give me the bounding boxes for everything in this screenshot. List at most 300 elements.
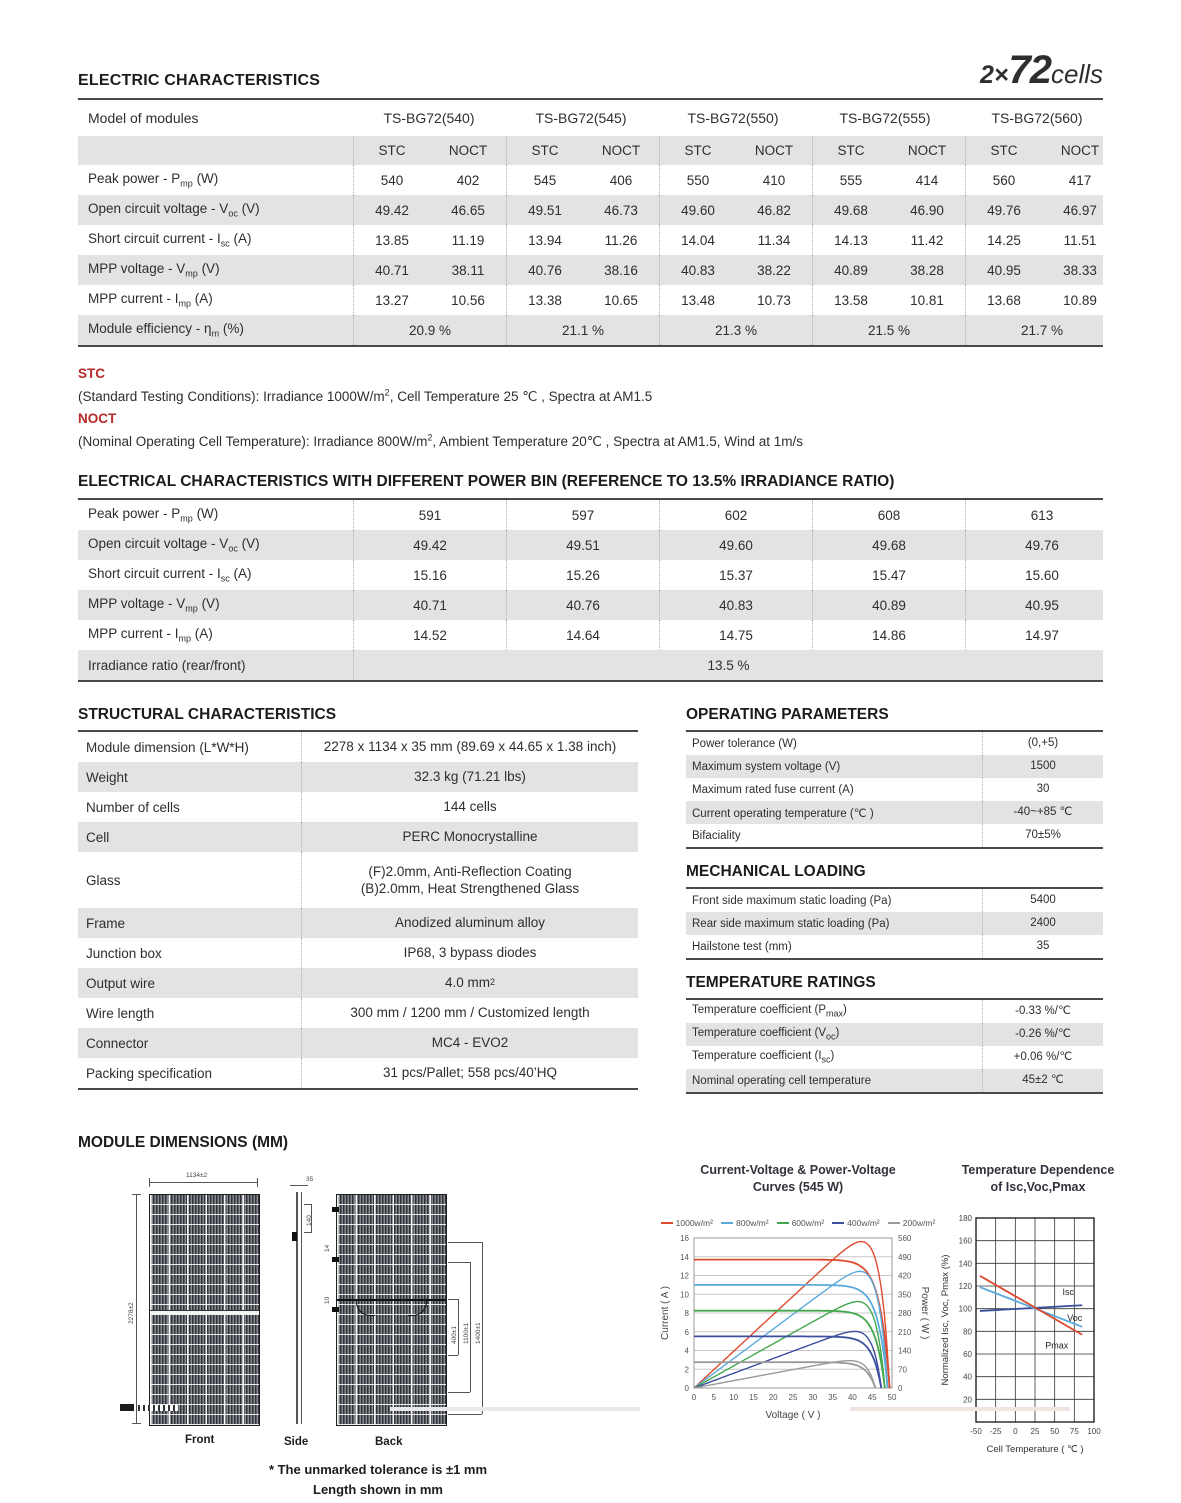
subheader-3-0: STC: [837, 143, 865, 158]
value-4-0: 14.25: [987, 232, 1021, 248]
value-group: [506, 225, 659, 255]
svg-text:25: 25: [788, 1392, 798, 1402]
kv-row: [78, 998, 638, 1028]
subheader-group: [506, 136, 659, 165]
dim-tick: [448, 1299, 458, 1300]
kv-label: Front side maximum static loading (Pa): [692, 894, 892, 907]
svg-text:420: 420: [898, 1271, 912, 1281]
value-group: [353, 255, 506, 285]
table1-data-row: [78, 165, 1103, 195]
value-group: [659, 285, 812, 315]
footer-cutoff: [0, 1401, 1181, 1411]
value-3-0: 14.13: [834, 232, 868, 248]
svg-text:10: 10: [729, 1392, 739, 1402]
value-4-0: 49.76: [987, 202, 1021, 218]
value-3-0: 49.68: [834, 202, 868, 218]
value-1-1: 38.16: [604, 262, 638, 278]
svg-text:14: 14: [680, 1252, 689, 1262]
svg-text:140: 140: [898, 1346, 912, 1356]
kv-label: Nominal operating cell temperature: [692, 1074, 871, 1087]
dim-tick: [132, 1423, 141, 1424]
value-group: [965, 255, 1118, 285]
kv-row: [78, 908, 638, 938]
subheader-2-0: STC: [684, 143, 712, 158]
legend-label-1: 800w/m²: [735, 1217, 769, 1228]
value-group: [812, 225, 965, 255]
kv-row: [78, 938, 638, 968]
height-dim-label: 2278±2: [128, 1302, 135, 1325]
kv-label: Glass: [86, 872, 121, 888]
value-0-1: 38.11: [451, 262, 485, 278]
kv-row: [686, 778, 1103, 801]
section-title-mechanical: MECHANICAL LOADING: [686, 863, 866, 881]
section-title-dimensions: MODULE DIMENSIONS (MM): [78, 1134, 289, 1152]
subheader-1-1: NOCT: [601, 143, 641, 158]
value-group: [965, 315, 1118, 345]
value-3: 40.89: [812, 590, 965, 620]
value-0-1: 402: [456, 172, 480, 188]
value-group: [812, 315, 965, 345]
kv-row: [686, 1069, 1103, 1092]
tolerance-note: [98, 1460, 658, 1499]
svg-text:0: 0: [1013, 1426, 1018, 1436]
back-dim-10: 10: [324, 1296, 331, 1305]
svg-text:20: 20: [963, 1395, 972, 1405]
svg-text:120: 120: [958, 1281, 972, 1291]
value-1: 597: [506, 500, 659, 530]
svg-text:-25: -25: [989, 1426, 1002, 1436]
dim-tick: [470, 1262, 471, 1392]
value-2-1: 11.34: [757, 232, 791, 248]
kv-row: [78, 1028, 638, 1058]
value-0-0: 49.42: [375, 202, 409, 218]
value-3-0: 40.89: [834, 262, 868, 278]
value-1-1: 10.65: [604, 292, 638, 308]
value-4: 49.76: [965, 530, 1118, 560]
row-label: Irradiance ratio (rear/front): [88, 657, 246, 673]
subheader-group: [353, 136, 506, 165]
model-name-0: TS-BG72(540): [383, 110, 475, 126]
svg-text:Voltage ( V ): Voltage ( V ): [765, 1409, 821, 1421]
value-2-0: 49.60: [681, 202, 715, 218]
back-view-drawing: [336, 1194, 447, 1426]
value-2: 602: [659, 500, 812, 530]
subheader-1-0: STC: [531, 143, 559, 158]
note-line-stc: [78, 363, 1103, 408]
svg-text:6: 6: [684, 1327, 689, 1337]
value-0-0: 13.27: [375, 292, 409, 308]
legend-item-1: [721, 1218, 769, 1228]
svg-text:40: 40: [963, 1372, 972, 1382]
kv-row: [686, 1046, 1103, 1069]
svg-text:100: 100: [1087, 1426, 1101, 1436]
logo-72: 72: [1008, 48, 1051, 92]
kv-row: [78, 792, 638, 822]
svg-text:45: 45: [867, 1392, 877, 1402]
subheader-0-1: NOCT: [448, 143, 488, 158]
dim-tick: [482, 1242, 483, 1414]
value-1: 15.26: [506, 560, 659, 590]
note-text: (Standard Testing Conditions): Irradiance $1000W/m^2$, Cell Temperature 25 ℃ , Spectra at AM1.5: [78, 387, 653, 404]
svg-text:8: 8: [684, 1308, 689, 1318]
temperature-chart: [938, 1162, 1138, 1503]
model-name-2: TS-BG72(550): [687, 110, 779, 126]
legend-label-2: 600w/m²: [791, 1217, 825, 1228]
legend-dash-2: [777, 1222, 789, 1224]
svg-text:70: 70: [898, 1365, 907, 1375]
kv-row: [686, 1023, 1103, 1046]
value-1-0: 40.76: [528, 262, 562, 278]
table1-data-row: [78, 285, 1103, 315]
kv-label: Connector: [86, 1035, 149, 1051]
temp-chart-title: [938, 1162, 1138, 1196]
subheader-4-1: NOCT: [1060, 143, 1100, 158]
side-box-dim-label: 140: [306, 1215, 313, 1227]
value-1-1: 46.73: [604, 202, 638, 218]
merged-value-4: 21.7 %: [1020, 322, 1064, 338]
kv-value: 30: [982, 778, 1103, 801]
kv-row: [686, 912, 1103, 935]
electric-characteristics-table: [78, 98, 1103, 347]
value-4-1: 38.33: [1063, 262, 1097, 278]
svg-text:140: 140: [958, 1259, 972, 1269]
kv-row: [686, 889, 1103, 912]
svg-text:10: 10: [680, 1290, 689, 1300]
value-4: 15.60: [965, 560, 1118, 590]
svg-text:Pmax: Pmax: [1045, 1340, 1069, 1351]
kv-label: Hailstone test (mm): [692, 940, 792, 953]
side-view-line1: [296, 1192, 298, 1424]
back-junction-box-2: [332, 1257, 339, 1262]
value-3-0: 13.58: [834, 292, 868, 308]
value-group: [659, 225, 812, 255]
dim-tick: [290, 1185, 308, 1186]
value-4: 613: [965, 500, 1118, 530]
value-group: [659, 315, 812, 345]
value-group: [965, 195, 1118, 225]
thickness-dim-label: 35: [306, 1176, 314, 1184]
value-group: [659, 195, 812, 225]
value-1: 40.76: [506, 590, 659, 620]
value-0-0: 40.71: [375, 262, 409, 278]
svg-text:280: 280: [898, 1308, 912, 1318]
legend-label-4: 200w/m²: [902, 1217, 936, 1228]
kv-value: 144 cells: [301, 792, 638, 822]
dim-tick: [257, 1178, 258, 1187]
value-group: [506, 255, 659, 285]
section-title-power-bin: ELECTRICAL CHARACTERISTICS WITH DIFFERENT POWER BIN (REFERENCE TO 13.5% IRRADIANCE RATIO): [78, 473, 895, 491]
value-group: [659, 165, 812, 195]
legend-dash-4: [888, 1222, 900, 1224]
svg-text:12: 12: [680, 1271, 689, 1281]
merged-value-2: 21.3 %: [714, 322, 758, 338]
svg-text:5: 5: [711, 1392, 717, 1402]
merged-value-3: 21.5 %: [867, 322, 911, 338]
value-group: [506, 165, 659, 195]
svg-text:560: 560: [898, 1233, 912, 1243]
svg-text:4: 4: [684, 1346, 689, 1356]
temp-title-line1: Temperature Dependence: [961, 1163, 1115, 1178]
value-4-1: 46.97: [1063, 202, 1097, 218]
dim-tick: [448, 1355, 458, 1356]
kv-label: Current operating temperature (℃ ): [692, 807, 874, 820]
value-group: [812, 285, 965, 315]
temp-title-line2: of Isc,Voc,Pmax: [990, 1179, 1086, 1194]
svg-text:Normalized Isc, Voc, Pmax (%): Normalized Isc, Voc, Pmax (%): [940, 1254, 951, 1386]
cells-logo: [980, 50, 1103, 90]
svg-text:50: 50: [1050, 1426, 1060, 1436]
svg-text:Current ( A ): Current ( A ): [660, 1285, 671, 1340]
svg-text:100: 100: [958, 1304, 972, 1314]
table2-row: [78, 560, 1103, 590]
kv-label: Maximum system voltage (V): [692, 760, 841, 773]
iv-title-line1: Current-Voltage & Power-Voltage: [700, 1163, 896, 1178]
table2-row: [78, 590, 1103, 620]
model-group: [657, 100, 809, 136]
footer-text-fragment-1: [390, 1407, 640, 1411]
svg-text:350: 350: [898, 1290, 912, 1300]
value-group: [812, 195, 965, 225]
model-name-1: TS-BG72(545): [535, 110, 627, 126]
value-0: 40.71: [353, 590, 506, 620]
kv-label: Temperature coefficient $(I_{sc})$: [692, 1050, 835, 1065]
row-label: Open circuit voltage - $V_{oc}$ (V): [88, 201, 260, 219]
value-0: 15.16: [353, 560, 506, 590]
kv-value: 4.0 mm 2: [301, 968, 638, 998]
kv-value: 300 mm / 1200 mm / Customized length: [301, 998, 638, 1028]
value-2-1: 10.73: [757, 292, 791, 308]
value-4-1: 10.89: [1063, 292, 1097, 308]
svg-text:2: 2: [684, 1365, 689, 1375]
svg-text:75: 75: [1069, 1426, 1079, 1436]
svg-text:Voc: Voc: [1067, 1312, 1083, 1323]
kv-row: [686, 824, 1103, 847]
value-group: [353, 165, 506, 195]
section-title-temperature: TEMPERATURE RATINGS: [686, 974, 876, 992]
value-2: 14.75: [659, 620, 812, 650]
temperature-table: [686, 998, 1103, 1094]
back-dim-1400: 1400±1: [475, 1322, 482, 1345]
svg-text:Isc: Isc: [1062, 1286, 1075, 1297]
svg-text:0: 0: [691, 1392, 697, 1402]
value-0-0: 13.85: [375, 232, 409, 248]
front-mid-divider: [150, 1310, 259, 1314]
table2-row: [78, 650, 1103, 680]
model-row-label: Model of modules: [88, 110, 199, 126]
kv-value: +0.06 %/℃: [982, 1046, 1103, 1069]
span-value: 13.5 %: [353, 650, 1103, 680]
page-header: [78, 50, 1103, 90]
row-label: Open circuit voltage - $V_{oc}$ (V): [88, 536, 260, 554]
front-view-drawing: [149, 1194, 260, 1426]
value-1-0: 13.38: [528, 292, 562, 308]
merged-value-0: 20.9 %: [408, 322, 452, 338]
kv-value: IP68, 3 bypass diodes: [301, 938, 638, 968]
svg-text:35: 35: [828, 1392, 838, 1402]
back-junction-box-3: [332, 1307, 339, 1312]
note-label-noct: NOCT: [78, 411, 117, 427]
subheader-0-0: STC: [378, 143, 406, 158]
value-group: [506, 285, 659, 315]
legend-dash-0: [661, 1222, 673, 1224]
value-group: [965, 225, 1118, 255]
kv-value: 2400: [982, 912, 1103, 935]
value-0: 14.52: [353, 620, 506, 650]
value-1-0: 49.51: [528, 202, 562, 218]
row-label: MPP voltage - $V_{mp}$ (V): [88, 596, 220, 614]
kv-value: 5400: [982, 889, 1103, 912]
value-0: 49.42: [353, 530, 506, 560]
model-group: [353, 100, 505, 136]
value-1-1: 11.26: [604, 232, 638, 248]
logo-2x: 2×: [979, 61, 1009, 89]
row-label: Short circuit current - $I_{sc}$ (A): [88, 231, 252, 249]
back-junction-box-1: [332, 1207, 339, 1212]
svg-text:40: 40: [847, 1392, 857, 1402]
model-group: [961, 100, 1113, 136]
kv-value: -0.33 %/℃: [982, 1000, 1103, 1023]
value-group: [659, 255, 812, 285]
temp-chart-plot: [938, 1210, 1138, 1498]
svg-text:15: 15: [748, 1392, 758, 1402]
kv-label: Power tolerance (W): [692, 737, 797, 750]
value-3-1: 11.42: [910, 232, 944, 248]
kv-row: [686, 732, 1103, 755]
iv-chart-title: [658, 1162, 938, 1196]
row-label: MPP current - $I_{mp}$ (A): [88, 626, 213, 644]
iv-chart-plot: [658, 1230, 938, 1452]
legend-dash-1: [721, 1222, 733, 1224]
kv-row: [686, 755, 1103, 778]
kv-label: Number of cells: [86, 799, 180, 815]
value-2-1: 38.22: [757, 262, 791, 278]
kv-value: 35: [982, 935, 1103, 958]
legend-item-3: [832, 1218, 880, 1228]
row-label: MPP voltage - $V_{mp}$ (V): [88, 261, 220, 279]
value-3-1: 10.81: [910, 292, 944, 308]
value-0-1: 11.19: [451, 232, 485, 248]
row-label: Short circuit current - $I_{sc}$ (A): [88, 566, 252, 584]
kv-label: Frame: [86, 915, 126, 931]
value-3-0: 555: [839, 172, 863, 188]
value-0-1: 10.56: [451, 292, 485, 308]
logo-cells: cells: [1050, 59, 1103, 89]
back-dim-1100: 1100±1: [463, 1322, 470, 1345]
table1-data-row: [78, 315, 1103, 345]
operating-table: [686, 730, 1103, 849]
value-3: 608: [812, 500, 965, 530]
stc-noct-notes: [78, 363, 1103, 453]
kv-label: Module dimension (L*W*H): [86, 739, 249, 755]
kv-value: 45±2 ℃: [982, 1069, 1103, 1092]
dim-tick: [132, 1194, 141, 1195]
kv-label: Cell: [86, 829, 110, 845]
kv-row: [78, 968, 638, 998]
legend-dash-3: [832, 1222, 844, 1224]
kv-value: 70±5%: [982, 824, 1103, 847]
kv-label: Junction box: [86, 945, 162, 961]
kv-label: Temperature coefficient $(P_{max})$: [692, 1004, 847, 1019]
kv-row: [78, 762, 638, 792]
value-3-1: 414: [915, 172, 939, 188]
svg-text:25: 25: [1030, 1426, 1040, 1436]
charts-area: [638, 1152, 1115, 1462]
svg-text:180: 180: [958, 1213, 972, 1223]
model-group: [505, 100, 657, 136]
merged-value-1: 21.1 %: [561, 322, 605, 338]
row-label: MPP current - $I_{mp}$ (A): [88, 291, 213, 309]
kv-value: 31 pcs/Pallet; 558 pcs/40’HQ: [301, 1058, 638, 1088]
legend-label-0: 1000w/m²: [675, 1217, 713, 1228]
table2-row: [78, 620, 1103, 650]
value-2: 49.60: [659, 530, 812, 560]
kv-value: -40~+85 ℃: [982, 801, 1103, 824]
note-line-noct: [78, 408, 1103, 453]
back-label: Back: [375, 1436, 403, 1449]
back-dim-400: 400±1: [451, 1326, 458, 1345]
back-cable-rail: [337, 1299, 446, 1301]
value-3-1: 46.90: [910, 202, 944, 218]
value-1-0: 545: [533, 172, 557, 188]
value-3: 14.86: [812, 620, 965, 650]
dim-tick: [448, 1414, 482, 1415]
section-title-operating: OPERATING PARAMETERS: [686, 706, 889, 724]
structural-table: [78, 730, 638, 1090]
value-4-0: 560: [992, 172, 1016, 188]
svg-text:160: 160: [958, 1236, 972, 1246]
table2-row: [78, 530, 1103, 560]
subheader-group: [812, 136, 965, 165]
kv-value: 32.3 kg (71.21 lbs): [301, 762, 638, 792]
value-group: [506, 195, 659, 225]
table1-data-row: [78, 255, 1103, 285]
tolerance-note-line2: Length shown in mm: [313, 1481, 443, 1497]
kv-label: Maximum rated fuse current (A): [692, 783, 854, 796]
svg-text:50: 50: [887, 1392, 897, 1402]
kv-row: [78, 1058, 638, 1088]
value-4: 40.95: [965, 590, 1118, 620]
svg-text:-50: -50: [970, 1426, 982, 1436]
mechanical-table: [686, 887, 1103, 960]
legend-item-0: [661, 1218, 713, 1228]
table2-row: [78, 500, 1103, 530]
kv-row: [78, 852, 638, 908]
note-label-stc: STC: [78, 366, 105, 381]
value-2-0: 14.04: [681, 232, 715, 248]
kv-value: (F)2.0mm, Anti-Reflection Coating (B)2.0mm, Heat Strengthened Glass: [301, 852, 638, 908]
dim-tick: [448, 1242, 482, 1243]
kv-value: PERC Monocrystalline: [301, 822, 638, 852]
kv-label: Rear side maximum static loading (Pa): [692, 917, 890, 930]
value-0: 591: [353, 500, 506, 530]
side-junction-box: [292, 1232, 297, 1241]
section-title-electric: ELECTRIC CHARACTERISTICS: [78, 72, 321, 89]
value-2-1: 46.82: [757, 202, 791, 218]
svg-text:20: 20: [768, 1392, 778, 1402]
value-group: [965, 165, 1118, 195]
value-3-1: 38.28: [910, 262, 944, 278]
value-group: [812, 165, 965, 195]
value-3: 49.68: [812, 530, 965, 560]
value-2: 40.83: [659, 590, 812, 620]
kv-row: [78, 822, 638, 852]
iv-title-line2: Curves (545 W): [752, 1179, 844, 1194]
value-3: 15.47: [812, 560, 965, 590]
front-label: Front: [185, 1434, 215, 1447]
footer-logo-bars: [138, 1405, 178, 1411]
height-dim-line: [136, 1194, 137, 1424]
model-name-4: TS-BG72(560): [991, 110, 1083, 126]
